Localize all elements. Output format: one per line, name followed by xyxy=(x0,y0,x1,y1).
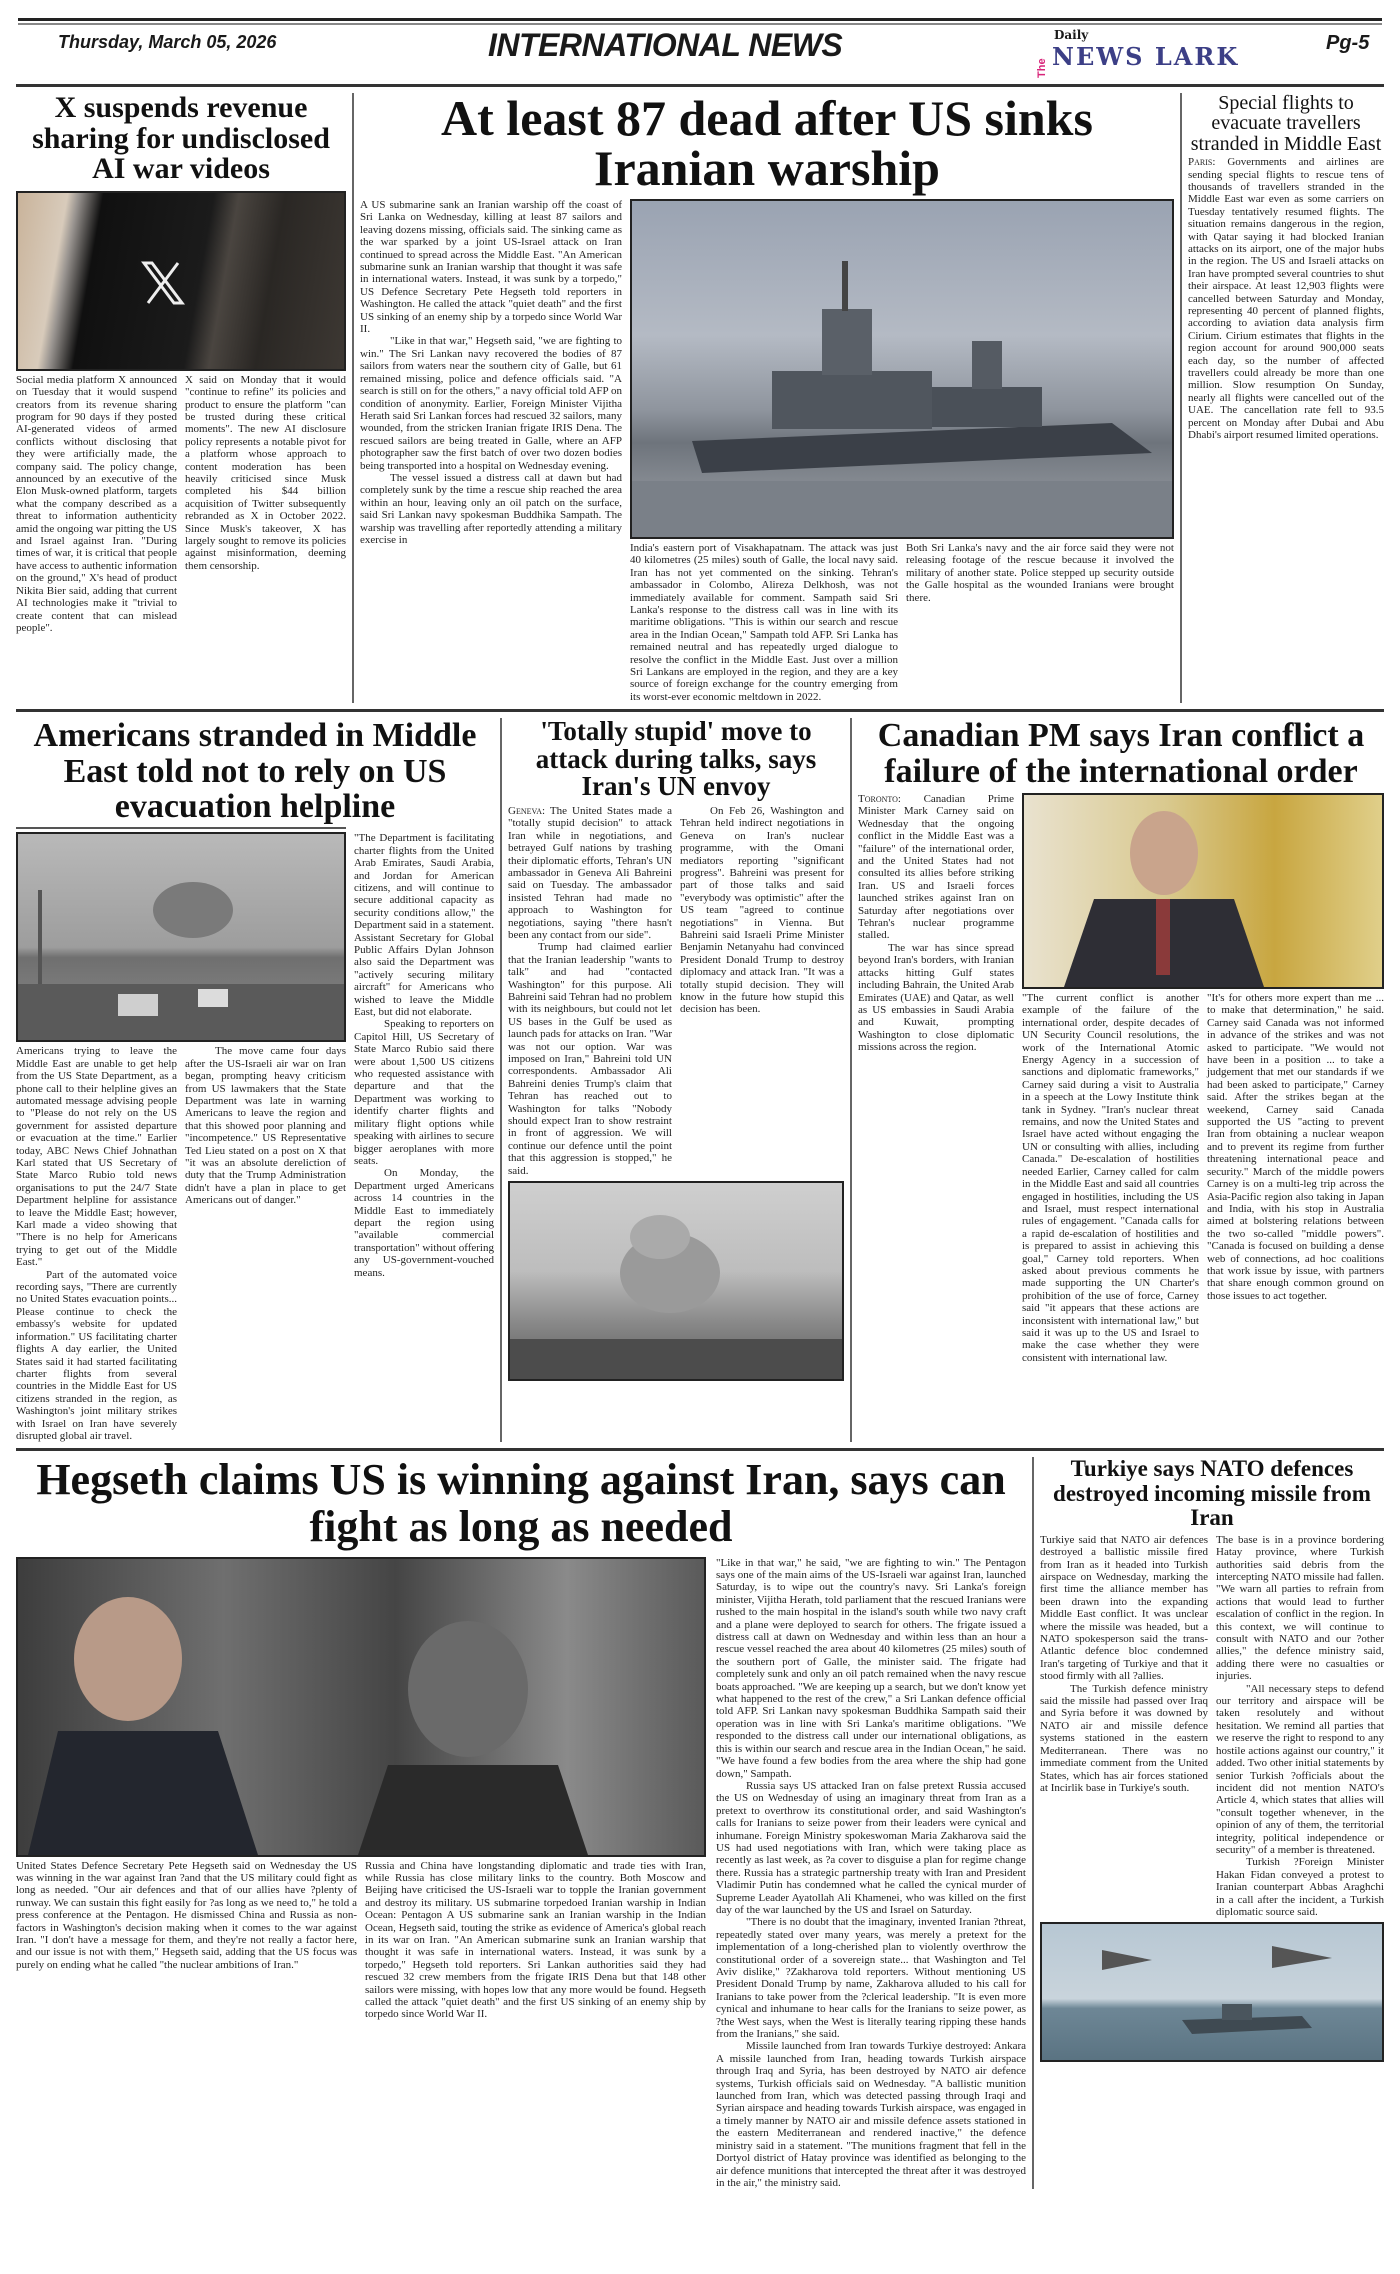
text-column xyxy=(185,1045,346,1206)
headline: 'Totally stupid' move to attack during talks, says Iran's UN envoy xyxy=(535,716,817,802)
text-column xyxy=(906,542,1174,604)
paragraph-text: Canadian Prime Minister Mark Carney said on Wednesday that the ongoing conflict in the Middle East was a "failure" of the international order, and the United States had not consulted its allies before striking Iran. US and Israeli forces launched strikes against Iran on Saturday after negotiations over Tehran's nuclear programme stalled. xyxy=(858,793,1014,942)
masthead-rule-thin xyxy=(18,23,1382,25)
paragraph: Both Sri Lanka's navy and the air force said they were not releasing footage of the rescue because it involved the military of another state. Police stepped up security outside the Galle hospital as the wounded Iranians were brought there. xyxy=(906,542,1174,604)
article-body-2 xyxy=(354,832,494,1279)
headline: Turkiye says NATO defences destroyed incoming missile from Iran xyxy=(1053,1456,1371,1530)
paragraph: On Monday, the Department urged Americans across 14 countries in the Middle East to immediately depart the region using "available commercial transportation" without offering any US-government-vouched means. xyxy=(354,1167,494,1279)
warship-layout xyxy=(360,199,1174,703)
text-column xyxy=(508,805,672,1177)
column-divider xyxy=(352,93,354,703)
x-logo-icon xyxy=(18,193,344,369)
headline: X suspends revenue sharing for undisclosed AI war videos xyxy=(32,91,330,186)
paragraph: Social media platform X announced on Tuesday that it would suspend creators from its revenue sharing program for 90 days if they posted AI-generated videos of armed conflicts without disclosing that they were artificially made, the company said. The policy change, announced by an executive of the Elon Musk-owned platform, targets what the company described as a threat to information authenticity amid the ongoing war pitting the US and Israel against Iran. "During times of war, it is critical that people have access to authentic information on the ground," X's head of product Nikita Bier said, adding that current AI technologies make it "trivial to create content that can mislead people". xyxy=(16,373,177,634)
paragraph: "Like in that war," Hegseth said, "we are fighting to win." The Sri Lankan navy recovered the bodies of 87 sailors from waters near the southern city of Galle, but 61 remained missing, police and defence officials said. "A search is still on for the others," a navy official told AFP on condition of anonymity. Earlier, Foreign Minister Vijitha Herath said Sri Lankan forces had rescued 32 sailors, many wounded, from the stricken Iranian frigate IRIS Dena. The rescued sailors are being treated in Galle, where an AFP photographer saw the first batch of over two dozen bodies being transported into a hospital on Wednesday evening. xyxy=(360,335,622,472)
warship-jets-photo xyxy=(1040,1922,1384,2062)
logo-name: NEWS LARK xyxy=(1052,42,1240,71)
text-column xyxy=(680,805,844,1016)
paragraph: The war has since spread beyond Iran's borders, with Iranian attacks hitting Gulf states including Bahrain, the United Arab Emirates (UAE) and Qatar, as well as US embassies in Saudi Arabia and Kuwait, prompting Washington to close diplomatic missions across the region. xyxy=(858,941,1014,1054)
paragraph: "All necessary steps to defend our territory and airspace will be taken resolutely and without hesitation. We remind all parties that we reserve the right to respond to any hostile actions against our country," it added. Two other initial statements by senior Turkish ?officials about the incident did not mention NATO's Article 4, which states that allies will "consult together whenever, in the opinion of any of them, the territorial integrity, political independence or security" of a member is threatened. xyxy=(1216,1682,1384,1856)
text-column xyxy=(630,542,898,703)
newspaper-logo xyxy=(1036,28,1326,80)
paragraph: Russia and China have longstanding diplomatic and trade ties with Iran, while Russia has close military links to the country. Both Moscow and Beijing have criticised the US-Israeli war to topple the Iranian government and destroy its military. US submarine torpedoed Iranian warship in Indian Ocean: Pentagon A US submarine sank an Iranian warship in the Indian Ocean, Hegseth said, touting the strike as evidence of America's global reach in its war on Iran. "An American submarine sunk an Iranian warship that thought it was safe in international waters. Instead, it was sunk by a torpedo," Hegseth told reporters. Sri Lankan authorities said they had rescued 32 crew members from the frigate IRIS Dena but that 148 other sailors were missing, with hopes low that any more would be found. Hegseth called the attack "quiet death" and the first US sinking of an enemy ship by torpedo since World War II. xyxy=(365,1859,706,2021)
paragraph xyxy=(508,805,672,941)
column-divider xyxy=(1180,93,1182,703)
headline: Special flights to evacuate travellers stranded in Middle East xyxy=(1190,92,1382,155)
hegseth-layout xyxy=(16,1557,1026,2190)
text-column xyxy=(1207,992,1384,1302)
row-top xyxy=(16,87,1384,709)
paragraph: X said on Monday that it would "continue to refine" its policies and product to ensure the platform "can be trusted during these critical moments". The new AI disclosure policy represents a notable pivot for a platform whose approach to content moderation has been heavily criticised since Musk completed his $44 billion acquisition of Twitter subsequently rebranded as X in October 2022. Since Musk's takeover, X has largely sought to remove its policies against misinformation, deeming them censorship. xyxy=(185,373,346,572)
dateline: Geneva: xyxy=(508,804,546,817)
paragraph: A US submarine sank an Iranian warship off the coast of Sri Lanka on Wednesday, killing at least 87 sailors and leaving dozens missing, officials said. The sinking came as the war sparked by a joint US-Israel attack on Iran continued to spread across the Middle East. "An American submarine sunk an Iranian warship that thought it was safe in international waters. Instead, it was sunk by a torpedo," US Defence Secretary Pete Hegseth told reporters in Washington. He called the attack "quiet death" and the first US sinking of an enemy ship by a torpedo since World War II. xyxy=(360,199,622,336)
hegseth-left xyxy=(16,1557,706,2021)
paragraph: Americans trying to leave the Middle East are unable to get help from the US State Department, as a phone call to their helpline gives an automated message advising people to "Please do not rely on the US government for assisted departure or evacuation at the time." Earlier today, ABC News Chief Johnathan Karl stated that US Secretary of State Marco Rubio told news organisations to put the 24/7 State Department helpline for assistance to leave the Middle East; however, Karl made a video showing that "There is no help for Americans trying to get out of the Middle East." xyxy=(16,1045,177,1269)
paragraph: "The Department is facilitating charter flights from the United Arab Emirates, Saudi Arabia, and Jordan for American citizens, and will continue to secure additional capacity as security conditions allow," the Department said in a statement. Assistant Secretary for Global Public Affairs Dylan Johnson also said the Department was "actively securing military aircraft" for Americans who wished to leave the Middle East, but did not elaborate. xyxy=(354,832,494,1019)
row-middle xyxy=(16,712,1384,1448)
paragraph: "There is no doubt that the imaginary, invented Iranian ?threat, repeatedly stated over many years, was merely a pretext for the implementation of a long-cherished plan to violently overthrow the constitutional order of a sovereign state... that Washington and Tel Aviv dislike," ?Zakharova told reporters. Without mentioning US President Donald Trump by name, Zakharova alluded to his call for Iranians to take power from the ?clerical leadership. "It is even more cynical and inhumane to hear calls for the Iranians to seize power, as ?the West says, when the West is literally tearing ripping these hands from the Iranians," she said. xyxy=(716,1916,1026,2041)
article-canada xyxy=(858,718,1384,1364)
person-portrait-icon xyxy=(1024,795,1354,987)
headline: Canadian PM says Iran conflict a failure of the international order xyxy=(877,717,1365,790)
americans-left xyxy=(16,832,346,1442)
paragraph: Russia says US attacked Iran on false pretext Russia accused the US on Wednesday of using an imaginary threat from Iran as a pretext to overthrow its constitutional order, and said Washington's calls for Iranians to seize power from their leaders were cynical and inhumane. Foreign Ministry spokeswoman Maria Zakharova said the US had used negotiations with Iran, which were taking place as recently as last week, as ?a cover to disguise a plan for regime change there. Russia has a strategic partnership treaty with Iran and President Vladimir Putin has condemned what he called the cynical murder of Supreme Leader Ayatollah Ali Khamenei, who was killed on the first day of the war launched by the US and Israel on Saturday. xyxy=(716,1779,1026,1916)
masthead xyxy=(16,0,1384,84)
headline: At least 87 dead after US sinks Iranian warship xyxy=(441,90,1093,196)
paragraph xyxy=(858,793,1014,942)
paragraph: Turkiye said that NATO air defences destroyed a ballistic missile fired from Iran as it headed into Turkish airspace on Wednesday, marking the first time the alliance member has been drawn into the expanding Middle East conflict. It was unclear where the missile was headed, but a NATO spokesperson said the trans-Atlantic defence bloc condemned Iran's targeting of Turkiye and that it stood firmly with all ?allies. xyxy=(1040,1533,1208,1683)
person-portrait-icon xyxy=(18,1559,704,1855)
article-body-1 xyxy=(16,1045,346,1442)
text-column xyxy=(1216,1534,1384,1919)
paragraph: On Feb 26, Washington and Tehran held indirect negotiations in Geneva on Iran's nuclear programme, with the Omani mediators reporting "significant progress". Bahreini was present for part of those talks and said "everybody was optimistic" after the US team "agreed to continue negotiations" in Vienna. But Bahreini said Israeli Prime Minister Benjamin Netanyahu had convinced President Donald Trump to destroy diplomacy and attack Iran. "It was a totally stupid decision. They will know in the future how stupid this decision has been. xyxy=(680,804,844,1016)
x-logo-phone-photo xyxy=(16,191,346,371)
logo-daily: Daily xyxy=(1054,28,1089,42)
paragraph: Turkish ?Foreign Minister Hakan Fidan conveyed a protest to Iranian counterpart Abbas Araghchi in a call after the incident, a Turkish diplomatic source said. xyxy=(1216,1856,1384,1918)
logo-the: The xyxy=(1036,58,1048,78)
section-title: INTERNATIONAL NEWS xyxy=(488,27,843,63)
dateline: Toronto: xyxy=(858,793,901,805)
americans-layout xyxy=(16,832,494,1442)
paragraph: Missile launched from Iran towards Turkiye destroyed: Ankara A missile launched from Iran, heading towards Turkish airspace through Iraq and Syria, has been destroyed by NATO air defence systems, Turkish officials said on Wednesday. "A ballistic munition launched from Iran, which was detected passing through Iraqi and Syrian airspace and heading towards Turkish airspace, was engaged in a timely manner by NATO air and missile defence assets stationed in the eastern Mediterranean and rendered inactive," the defence ministry said in a statement. "The munitions fragment that fell in the Dortyol district of Hatay province was identified as belonging to the air defence munitions that intercepted the threat after it was destroyed in the air," the ministry said. xyxy=(716,2040,1026,2189)
paragraph: India's eastern port of Visakhapatnam. The attack was just 40 kilometres (25 miles) south of Galle, the local navy said. Iran has not yet commented on the sinking. Tehran's ambassador in Colombo, Alireza Delkhosh, was not immediately available for comment. Sampath said Sri Lanka's response to the distress call was in line with its maritime obligations. "This is within our search and rescue area in the Indian Ocean," Sampath told AFP. Sri Lanka has remained neutral and has repeatedly urged dialogue to resolve the conflict in the Middle East. Just over a million Sri Lankans are employed in the region, and they are a key source of foreign exchange for the country emerging from its worst-ever economic meltdown in 2022. xyxy=(630,542,898,703)
jet-warship-icon xyxy=(1042,1924,1382,2060)
article-un-envoy xyxy=(508,718,844,1381)
article-turkiye xyxy=(1040,1457,1384,2062)
paragraph: "It's for others more expert than me ... to make that determination," he said. Carney said Canada was not informed in advance of the strikes and was not asked to participate. "We would not have been in a position ... to take a judgement that met our standards if we had been asked to participate," Carney said. After the strikes began at the weekend, Carney said Canada supported the US "acting to prevent Iran from obtaining a nuclear weapon and to prevent its regime from further threatening international peace and security." March of the middle powers Carney is on a multi-leg trip across the Asia-Pacific region also taking in Japan and India, with his stop in Australia aimed at bolstering relations between the two so-called "middle powers". "Canada is focused on building a dense web of connections, ad hoc coalitions that work issue by issue, with partners that share enough common ground on those issues to act together. xyxy=(1207,992,1384,1302)
text-column xyxy=(185,374,346,573)
column-divider xyxy=(850,718,852,1442)
row-bottom xyxy=(16,1451,1384,2195)
paragraph: The move came four days after the US-Israeli air war on Iran began, prompting heavy criticism from US lawmakers that the State Department was late in warning Americans to leave the region and that this showed poor planning and "incompetence." US Representative Ted Lieu stated on a post on X that "it was an absolute dereliction of duty that the Trump Administration didn't have a plan in place to get Americans out of danger." xyxy=(185,1045,346,1207)
issue-date: Thursday, March 05, 2026 xyxy=(58,32,277,52)
city-smoke-photo xyxy=(508,1181,844,1381)
article-body-2 xyxy=(1022,992,1384,1364)
article-special-flights xyxy=(1188,93,1384,442)
canada-right xyxy=(1022,793,1384,1364)
article-warship xyxy=(360,90,1174,703)
paragraph: "The current conflict is another example of the failure of the international order, despite decades of UN Security Council resolutions, the work of the International Atomic Energy Agency in a succession of sanctions and diplomatic frameworks," Carney said during a visit to Australia in a speech at the Lowy Institute think tank in Sydney. "Iran's nuclear threat remains, and now the United States and Israel have acted without engaging the UN or consulting with allies, including Canada." De-escalation of hostilities needed Earlier, Carney called for calm in the Middle East and said all countries engaged in hostilities, including the US and Israel, must respect international rules of engagement. "Canada calls for a rapid de-escalation of hostilities and is prepared to assist in achieving this goal," Carney told reporters. When asked about previous comments he made supporting the UN Charter's prohibition of the use of force, Carney said "it appears that these actions are inconsistent with international law," but said it was up to the US and Israel to make the case whether they were consistent with international law. xyxy=(1022,992,1199,1364)
column-divider xyxy=(1032,1457,1034,2189)
article-body xyxy=(508,805,844,1177)
headline: Hegseth claims US is winning against Iran, says can fight as long as needed xyxy=(36,1455,1006,1551)
text-column xyxy=(1040,1534,1208,1795)
highway-smoke-photo xyxy=(16,832,346,1042)
paragraph: Part of the automated voice recording says, "There are currently no United States evacuation points... Please continue to check the embassy's website for updated information." US facilitating charter flights A day earlier, the United States said it had started facilitating charter flights from several countries in the Middle East for US citizens stranded in the region, as Washington's joint military strikes with Israel on Iran have severely disrupted global air travel. xyxy=(16,1268,177,1442)
text-column xyxy=(16,1045,177,1442)
column-divider xyxy=(500,718,502,1442)
text-column xyxy=(1022,992,1199,1364)
canada-layout xyxy=(858,793,1384,1364)
article-body-lead xyxy=(360,199,622,546)
warship-icon xyxy=(632,201,1172,537)
article-body-1 xyxy=(858,793,1014,1054)
headline: Americans stranded in Middle East told not to rely on US evacuation helpline xyxy=(33,717,477,825)
text-column xyxy=(16,1860,357,1972)
article-body xyxy=(1040,1534,1384,1919)
paragraph: Speaking to reporters on Capitol Hill, US Secretary of State Marco Rubio said there were about 1,500 US citizens who requested assistance with departure and that the Department was working to identify charter flights and military flight options while speaking with airlines to secure bigger aeroplanes with more seats. xyxy=(354,1018,494,1167)
article-americans-stranded xyxy=(16,718,494,1442)
paragraph: The Turkish defence ministry said the missile had passed over Iraq and Syria before it was downed by NATO air and missile defence systems stationed in the eastern Mediterranean. There was no immediate comment from the United States, which has air forces stationed at Incirlik base in Turkiye's south. xyxy=(1040,1682,1208,1794)
paragraph: Trump had claimed earlier that the Iranian leadership "wants to talk" and had "contacted Washington" for this purpose. Ali Bahreini said Tehran had no problem with its neighbours, but could not let US bases in the Gulf be used as launch pads for attacks on Iran. "War was not our option. War was imposed on Iran," Bahreini told UN correspondents. Ambassador Ali Bahreini denies Trump's claim that Tehran has reached out to Washington for talks "Nobody should expect Iran to show restraint in front of aggression. We will continue our defence until the point that this aggression is stopped," he said. xyxy=(508,941,672,1177)
paragraph: "Like in that war," he said, "we are fighting to win." The Pentagon says one of the main aims of the US-Israeli war against Iran, launched Saturday, is to wipe out the country's navy. Sri Lanka's foreign minister, Vijitha Herath, told parliament that the rescued Iranians were rushed to the main hospital in the island's south while two navy craft and a plane were deployed to search for others. The frigate issued a distress call at dawn on Wednesday and within less than an hour a rescue vessel reached the area about 40 kilometres (25 miles) south of the southern port of Galle, the minister said. The frigate had completely sunk and only an oil patch remained when the navy rescue boats approached. "We are keeping up a search, but we don't know yet what happened to the rest of the crew," a Sri Lankan defence official told AFP. Sri Lankan navy spokesman Buddhika Sampath said their operation was in line with Sri Lanka's maritime obligations. "We responded to the distress call under our international obligations, as this is within our search and rescue area in the Indian Ocean," he said. "We have found a few bodies from the area where the ship had gone down," Sampath. xyxy=(716,1556,1026,1780)
article-body-tail xyxy=(630,542,1174,703)
article-body xyxy=(16,374,346,635)
article-x-revenue xyxy=(16,93,346,634)
dateline: Paris: xyxy=(1188,156,1216,169)
paragraph-text: Governments and airlines are sending special flights to rescue tens of thousands of travellers stranded in the Middle East war even as some carriers on Tuesday tentatively resumed flights. The situation remains dangerous in the region, with Qatar saying it had blocked Iranian attacks on its airport, one of the major hubs in the region. The US and Israeli attacks on Iran have prompted several countries to shut their airspace. At least 12,903 flights were cancelled between Saturday and Monday, representing 40 percent of planned flights, according to aviation data analysis firm Cirium. Cirium estimates that flights in the region account for around 900,000 seats each day, so the number of affected travellers could already be more than one million. Slow resumption On Sunday, nearly all flights were cancelled out of the UAE. The cancellation rate fell to 93.5 percent on Monday after Dubai and Abu Dhabi's airport resumed limited operations. xyxy=(1188,156,1385,442)
article-hegseth xyxy=(16,1457,1026,2189)
paragraph-text: The United States made a "totally stupid decision" to attack Iran while in negotiations, and betrayed Gulf nations by trashing their diplomatic efforts, Tehran's UN ambassador in Geneva Ali Bahreini said on Tuesday. The ambassador insisted Tehran had made no approach to Washington for negotiations, saying "there hasn't been any contact from our side". xyxy=(508,804,672,941)
warship-photo-block xyxy=(630,199,1174,703)
rule xyxy=(16,827,346,829)
paragraph: United States Defence Secretary Pete Hegseth said on Wednesday the US was winning in the war against Iran ?and that the US military could fight as long as needed. "Our air defences and that of our allies have ?plenty of runway. We can sustain this fight easily for ?as long as we need to," he told a press conference at the Pentagon. He dismissed China and Russia as non-factors in Washington's decision making when it comes to the war against Iran. "I don't have a message for them, and they're not really a factor here, and our issue is not with them," Hegseth said, adding that the US focus was purely on ending what he called "the nuclear ambitions of Iran." xyxy=(16,1859,357,1971)
article-body-1 xyxy=(16,1860,706,2021)
mark-carney-photo xyxy=(1022,793,1384,989)
paragraph: The vessel issued a distress call at dawn but had completely sunk by the time a rescue ship reached the area within an hour, leaving only an oil patch on the surface, said Sri Lankan navy spokesman Buddhika Sampath. The warship was travelling after reportedly attending a military exercise in xyxy=(360,471,622,546)
smoke-icon xyxy=(18,834,344,1040)
explosion-smoke-icon xyxy=(510,1183,842,1379)
page-number: Pg-5 xyxy=(1326,32,1370,54)
text-column xyxy=(16,374,177,635)
text-column xyxy=(365,1860,706,2021)
masthead-rule xyxy=(18,18,1382,21)
pete-hegseth-photo xyxy=(16,1557,706,1857)
paragraph xyxy=(1188,156,1384,441)
iranian-warship-photo xyxy=(630,199,1174,539)
paragraph: The base is in a province bordering Hatay province, where Turkish authorities said debris from the intercepting NATO missile had fallen. "We warn all parties to refrain from actions that would lead to further escalation of conflict in the region. In this context, we will continue to consult with NATO and our ?other allies," the defence ministry said, adding there were no casualties or injuries. xyxy=(1216,1533,1384,1683)
article-body xyxy=(1188,156,1384,441)
article-body-2 xyxy=(716,1557,1026,2190)
